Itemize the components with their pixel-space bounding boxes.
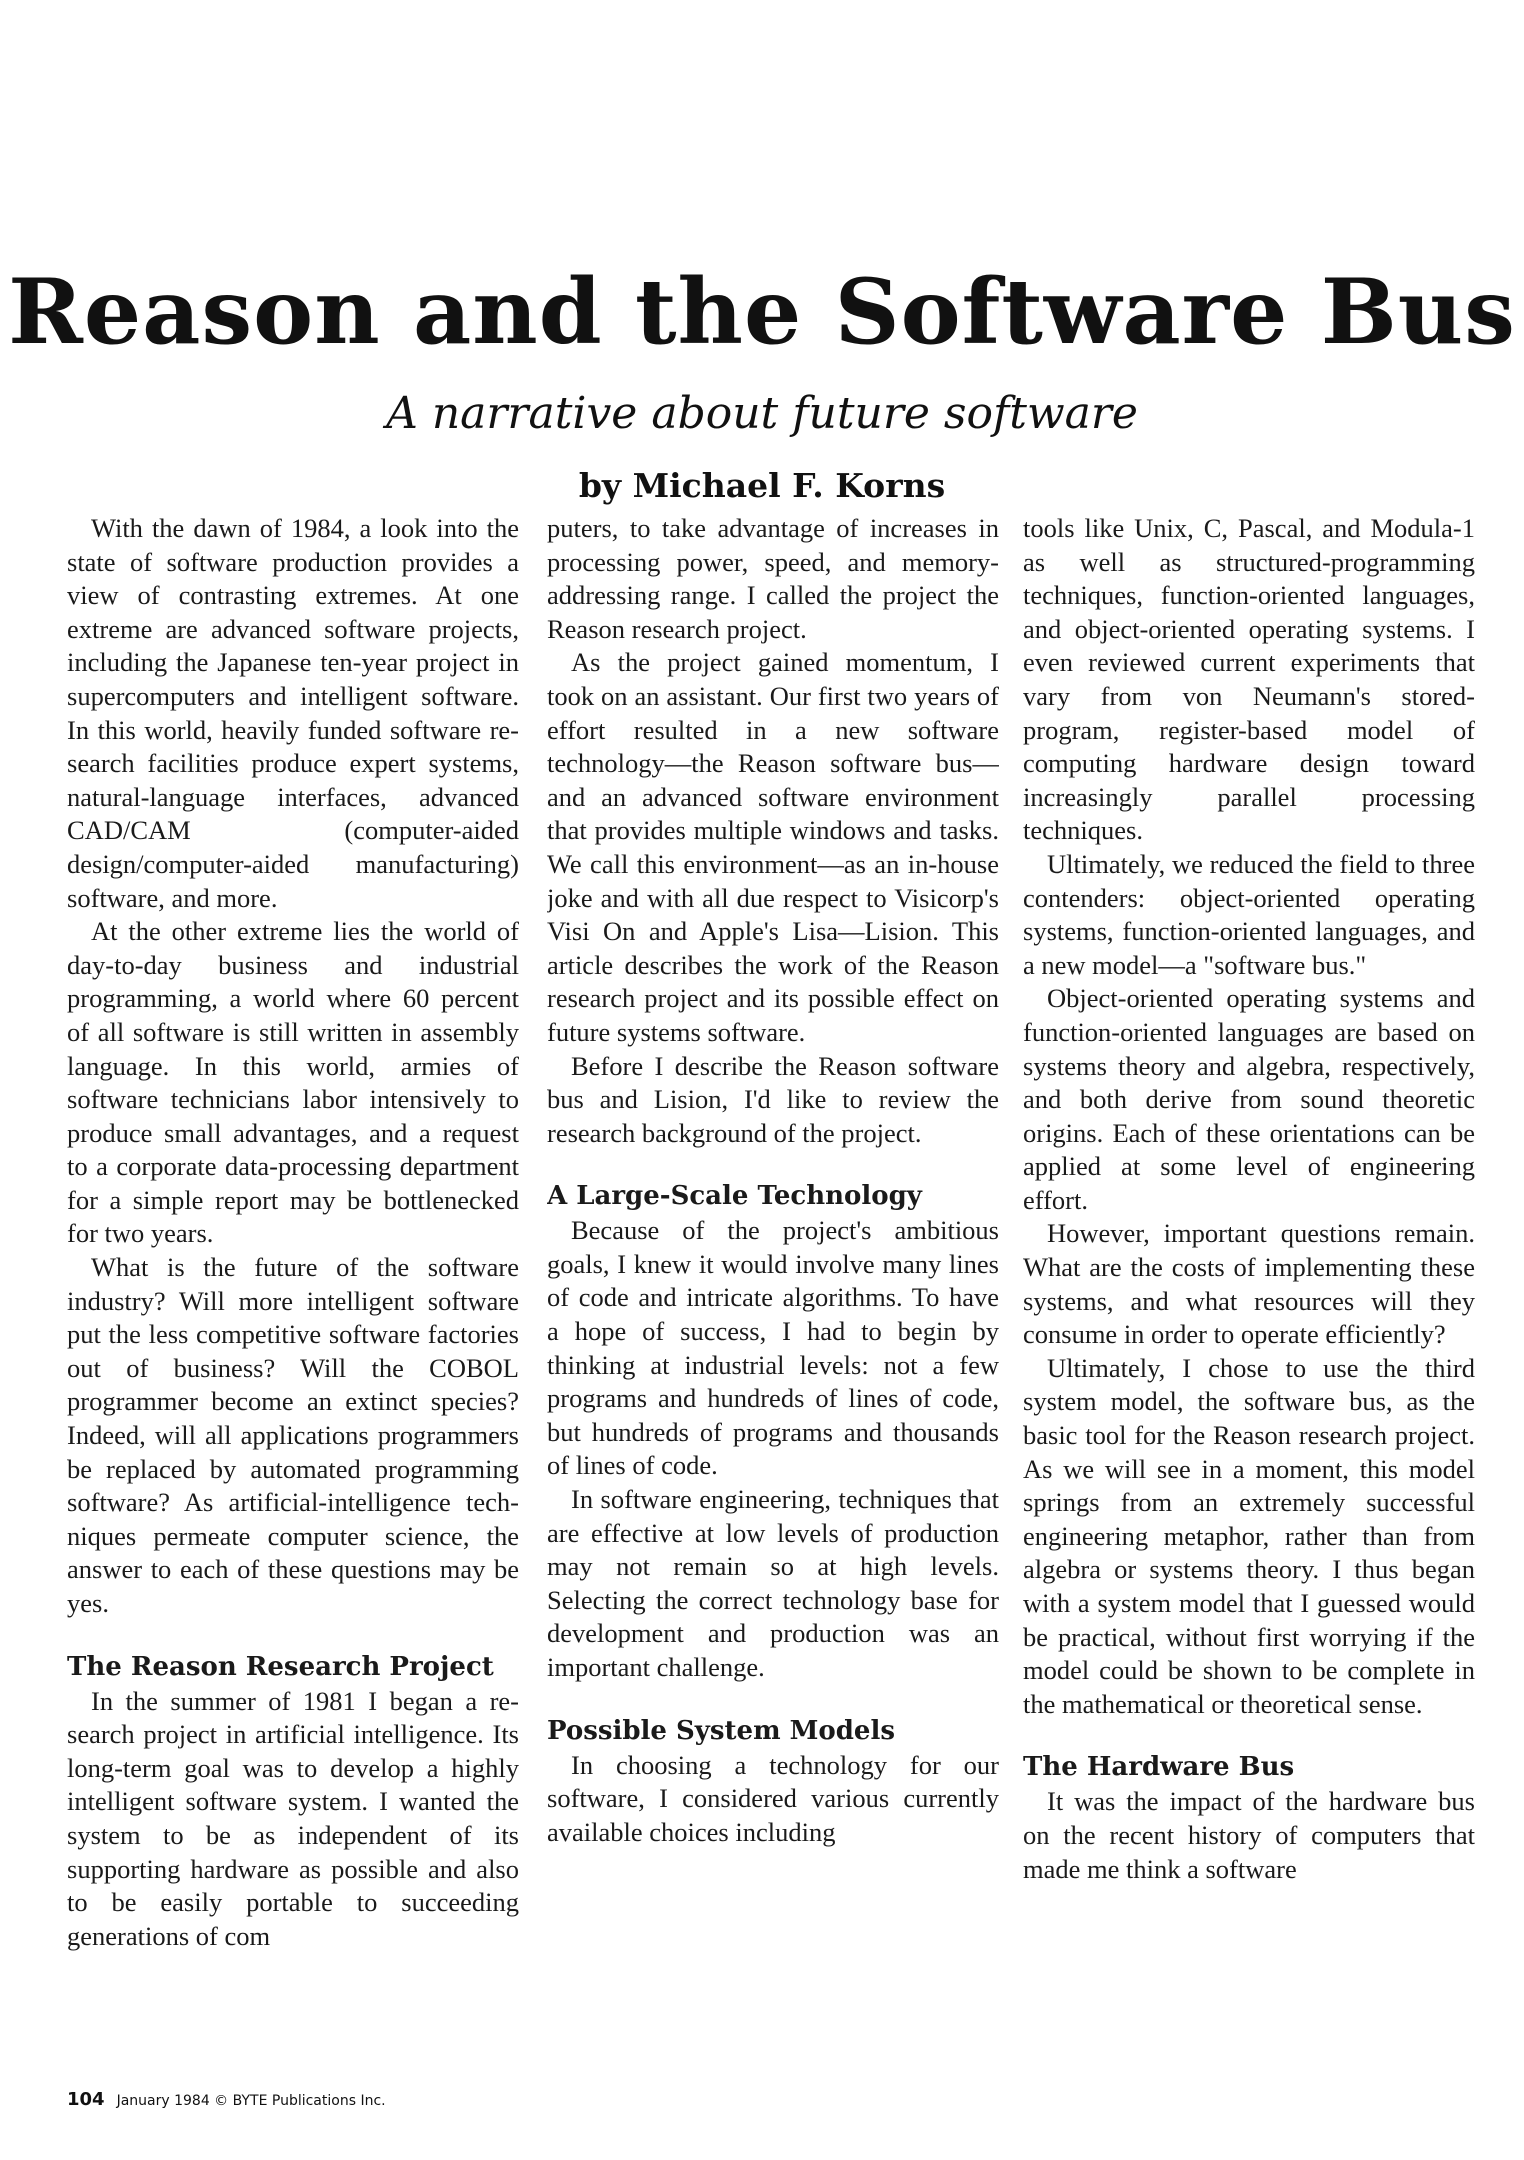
paragraph: With the dawn of 1984, a look into the state of software production provides a view of contrasting extremes. At one extreme are advanced software projects, including the Japanese ten-year project in supercomputers and intelligent software. In this world, heavily funded software research facilities produce expert systems, natural-language interfaces, advanced CAD/CAM (computer-aided design/computer-aided manufacturing) software, and more. bbox=[67, 513, 519, 913]
section-heading: The Reason Research Project bbox=[67, 1651, 494, 1682]
article-subtitle: A narrative about future software bbox=[386, 388, 1138, 439]
section-heading: The Hardware Bus bbox=[1023, 1752, 1295, 1783]
paragraph: Ultimately, we reduced the field to three contenders: object-oriented operating systems, function-oriented languages, and a new model—a "software bus." bbox=[1023, 848, 1475, 980]
paragraph: In the summer of 1981 I began a research project in artificial intelligence. Its long-term goal was to develop a highly intelligent software system. I wanted the system to be as independent of its supporting hardware as possible and also to be easily portable to succeeding generations of com bbox=[67, 1685, 519, 1951]
text-column-3 bbox=[1023, 512, 1475, 2042]
footer-text: January 1984 © BYTE Publications Inc. bbox=[116, 2093, 386, 2109]
section-heading: Possible System Models bbox=[547, 1715, 895, 1746]
article-byline: by Michael F. Korns bbox=[578, 466, 946, 505]
paragraph: At the other extreme lies the world of day-to-day business and industrial programming, a world where 60 percent of all software is still written in assembly language. In this world, armies of software technicians labor intensively to produce small advantages, and a request to a corporate data-processing department for a simple report may be bottlenecked for two years. bbox=[67, 916, 519, 1249]
paragraph: However, important questions remain. What are the costs of implementing these systems, and what resources will they consume in order to operate efficiently? bbox=[1023, 1218, 1475, 1350]
text-column-2 bbox=[547, 512, 999, 2042]
page-footer bbox=[67, 2090, 386, 2111]
paragraph: In choosing a technology for our software, I considered various currently available choices including bbox=[547, 1749, 999, 1847]
paragraph: puters, to take advantage of increases in processing power, speed, and memory-addressing range. I called the project the Reason research project. bbox=[547, 513, 999, 644]
paragraph: tools like Unix, C, Pascal, and Modula-1 as well as structured-programming techniques, function-oriented languages, and object-oriented operating systems. I even reviewed current experiments that vary from von Neumann's stored-program, register-based model of computing hardware design toward increasingly parallel processing techniques. bbox=[1023, 513, 1475, 846]
article-title: Reason and the Software Bus bbox=[8, 259, 1516, 365]
paragraph: What is the future of the software industry? Will more intelligent software put the less competitive software factories out of business? Will the COBOL programmer become an extinct species? Indeed, will all applications programmers be replaced by automated programming software? As artificial-intelligence techniques permeate computer science, the answer to each of these questions may be yes. bbox=[67, 1252, 519, 1618]
page-number: 104 bbox=[67, 2089, 105, 2110]
paragraph: As the project gained momentum, I took on an assistant. Our first two years of effort resulted in a new software technology—the Reason software bus—and an advanced software environment that provides multiple windows and tasks. We call this environment—as an in-house joke and with all due respect to Visicorp's Visi On and Apple's Lisa—Lision. This article describes the work of the Reason research project and its possible effect on future systems software. bbox=[547, 647, 999, 1047]
paragraph: Ultimately, I chose to use the third system model, the software bus, as the basic tool for the Reason research project. As we will see in a moment, this model springs from an extremely successful engineering metaphor, rather than from algebra or systems theory. I thus began with a system model that I guessed would be practical, without first worrying if the model could be shown to be complete in the mathematical or theoretical sense. bbox=[1023, 1352, 1475, 1719]
text-column-1 bbox=[67, 512, 519, 2042]
paragraph: Object-oriented operating systems and function-oriented languages are based on systems theory and algebra, respectively, and both derive from sound theoretic origins. Each of these orientations can be applied at some level of engineering effort. bbox=[1023, 983, 1475, 1215]
paragraph: It was the impact of the hardware bus on the recent history of computers that made me think a software bbox=[1023, 1786, 1475, 1884]
paragraph: Because of the project's ambitious goals, I knew it would involve many lines of code and intricate algorithms. To have a hope of success, I had to begin by thinking at industrial levels: not a few programs and hundreds of lines of code, but hundreds of programs and thousands of lines of code. bbox=[547, 1215, 999, 1481]
section-heading: A Large-Scale Technology bbox=[547, 1181, 922, 1212]
paragraph: Before I describe the Reason software bus and Lision, I'd like to review the research background of the project. bbox=[547, 1050, 999, 1148]
paragraph: In software engineering, techniques that are effective at low levels of production may not remain so at high levels. Selecting the correct technology base for development and production was an important challenge. bbox=[547, 1484, 999, 1682]
